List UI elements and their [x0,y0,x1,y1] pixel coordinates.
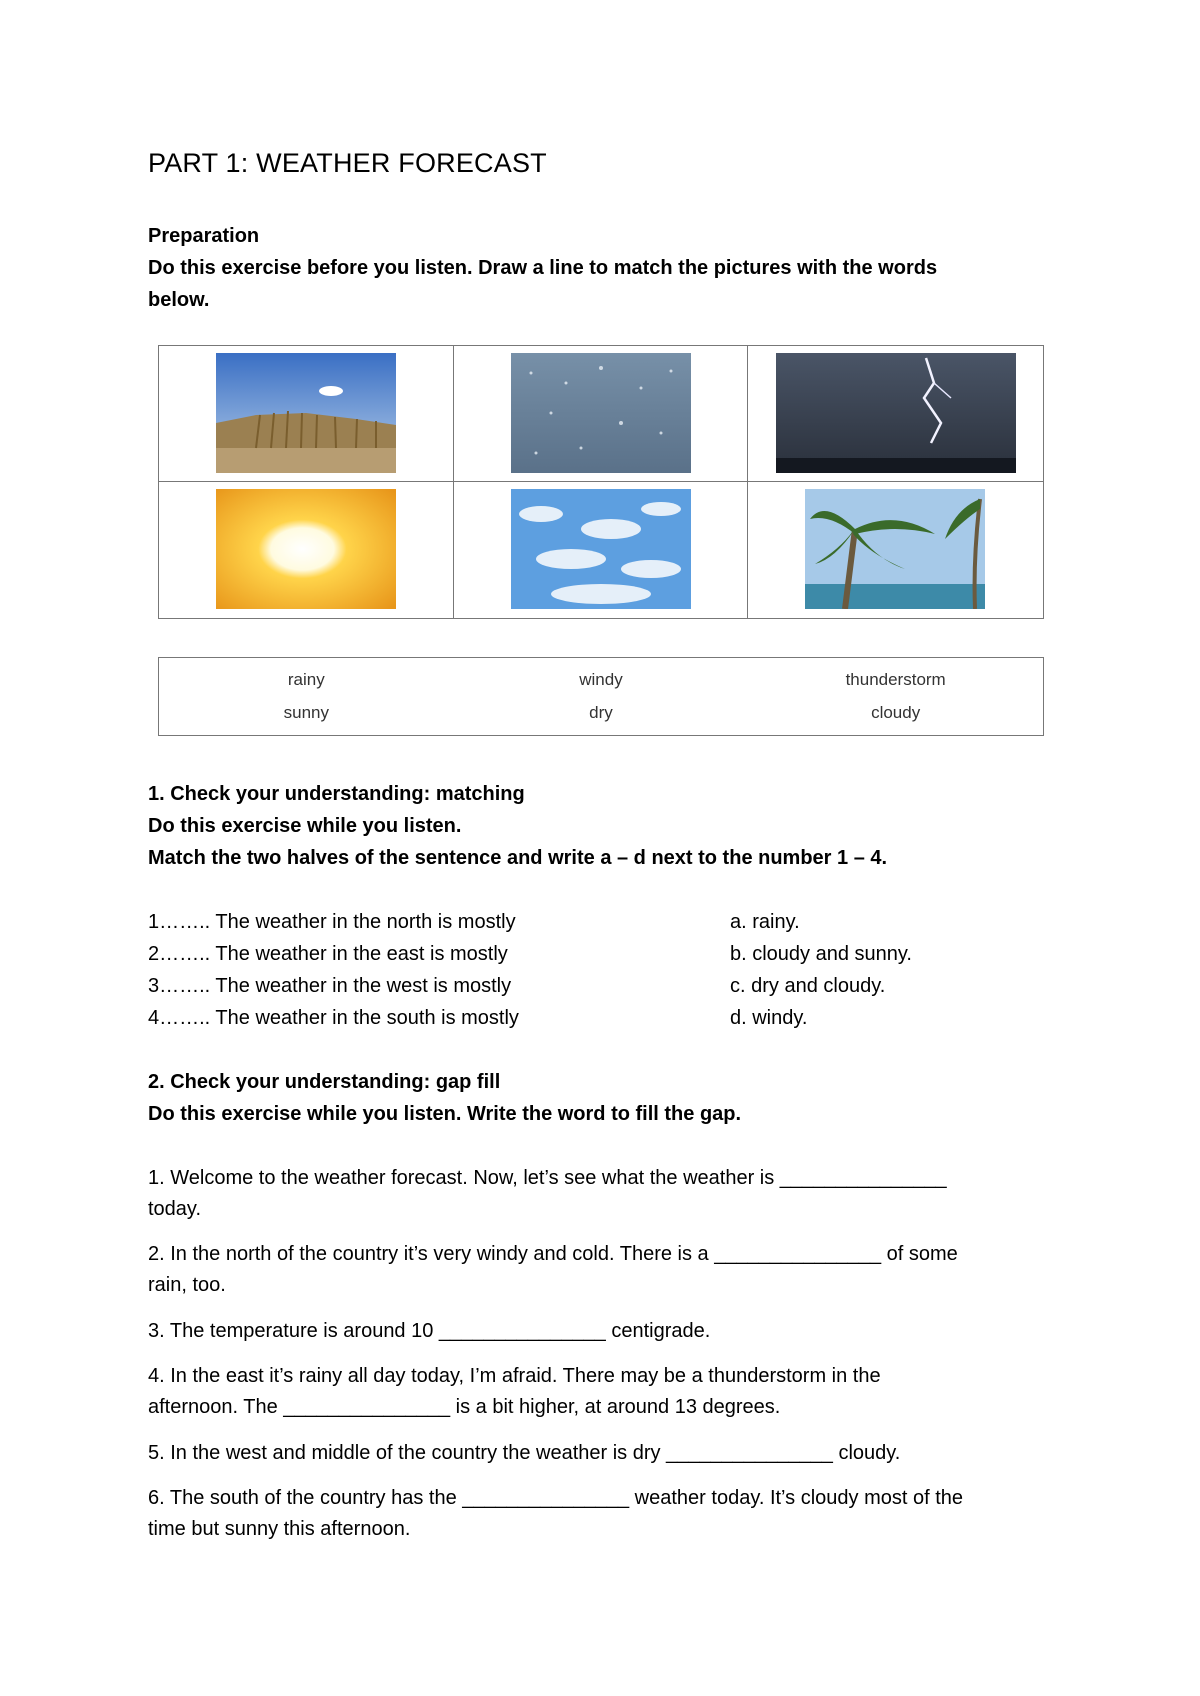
matching-left-item: 2…….. The weather in the east is mostly [148,943,508,965]
word-option: dry [589,702,613,722]
gap-fill-item-6: 6. The south of the country has the _______________ weather today. It’s cloudy most of the [148,1487,963,1509]
gap-fill-item-3: 3. The temperature is around 10 _______________ centigrade. [148,1320,711,1342]
picture-cell [159,482,454,618]
picture-cell [748,482,1043,618]
words-table [158,657,1044,736]
matching-right-item: d. windy. [730,1007,808,1029]
pictures-table [158,345,1044,619]
matching-left-item: 4…….. The weather in the south is mostly [148,1007,519,1029]
preparation-instruction-line2: below. [148,289,210,311]
preparation-instruction-line1: Do this exercise before you listen. Draw a line to match the pictures with the words [148,257,938,279]
clouds-photo [511,489,691,609]
section1-heading: 1. Check your understanding: matching [148,783,525,805]
gap-fill-item-2-cont: rain, too. [148,1274,226,1296]
gap-fill-item-5: 5. In the west and middle of the country the weather is dry _______________ cloudy. [148,1442,901,1464]
word-option: cloudy [871,702,921,722]
matching-right-item: a. rainy. [730,911,800,933]
picture-cell [454,482,749,618]
matching-right-item: c. dry and cloudy. [730,975,886,997]
rain-photo [511,353,691,473]
section1-line1: Do this exercise while you listen. [148,815,462,837]
preparation-heading: Preparation [148,225,260,247]
palm-tree-wind-photo [805,489,985,609]
word-option: sunny [283,702,330,722]
lightning-photo [776,353,1016,473]
word-option: thunderstorm [845,670,946,689]
sun-photo [216,489,396,609]
section1-line2: Match the two halves of the sentence and write a – d next to the number 1 – 4. [148,847,888,869]
section2-heading: 2. Check your understanding: gap fill [148,1071,501,1093]
word-option: windy [579,670,623,689]
matching-left-item: 3…….. The weather in the west is mostly [148,975,512,997]
matching-right-item: b. cloudy and sunny. [730,943,912,965]
word-option: rainy [287,670,325,689]
picture-cell [748,346,1043,482]
gap-fill-item-1: 1. Welcome to the weather forecast. Now, let’s see what the weather is _______________ [148,1167,947,1189]
picture-cell [159,346,454,482]
matching-left-item: 1…….. The weather in the north is mostly [148,911,516,933]
gap-fill-item-4-cont: afternoon. The _______________ is a bit higher, at around 13 degrees. [148,1396,781,1418]
gap-fill-item-1-cont: today. [148,1198,201,1220]
section2-line1: Do this exercise while you listen. Write the word to fill the gap. [148,1103,742,1125]
gap-fill-item-2: 2. In the north of the country it’s very windy and cold. There is a _______________ of some [148,1243,958,1265]
page-title: PART 1: WEATHER FORECAST [148,148,547,178]
dry-field-photo [216,353,396,473]
gap-fill-item-6-cont: time but sunny this afternoon. [148,1518,411,1540]
picture-cell [454,346,749,482]
gap-fill-item-4: 4. In the east it’s rainy all day today, I’m afraid. There may be a thunderstorm in the [148,1365,881,1387]
